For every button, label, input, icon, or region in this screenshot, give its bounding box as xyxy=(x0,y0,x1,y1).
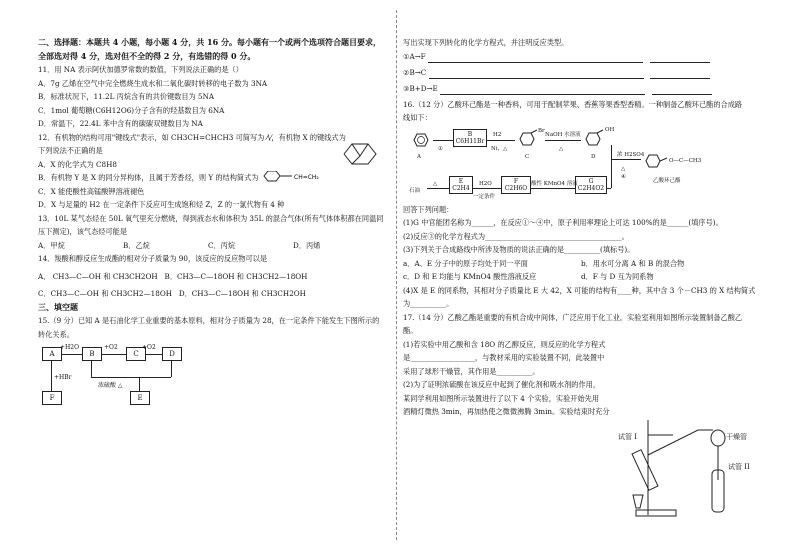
label-drying-tube: 干燥管 xyxy=(726,433,747,441)
label-br: Br xyxy=(538,127,545,134)
q13-stem: 13．10L 某气态烃在 50L 氧气里充分燃烧，得到液态水和体积为 35L 的混合气体(所有气体体积都在同温同 xyxy=(38,213,384,223)
box-g xyxy=(575,176,607,194)
label-o2-2: +O2 xyxy=(142,344,156,351)
q13-option-c: C．丙烷 xyxy=(208,240,236,250)
label-heat-2: △ xyxy=(621,165,626,172)
q13-option-b: B．乙烷 xyxy=(123,240,150,250)
q16-option-b: b．用水可分离 A 和 B 的混合物 xyxy=(581,258,685,268)
q16-part-4: (4)X 是 E 的同系物，其相对分子质量比 E 大 42，X 可能的结构有____种，其中含 3 个－CH3 的 X 结构简式 xyxy=(403,285,756,295)
q16-part-3-ab xyxy=(403,257,763,271)
answer-blank[interactable] xyxy=(429,78,644,79)
benzene-ring xyxy=(411,131,431,149)
styrene-structure xyxy=(258,171,328,183)
q14-row-ab xyxy=(38,270,388,284)
q17-part-1b: 是__________________，与教材采用的实验装置不同，此装置中 xyxy=(403,353,605,362)
label-c: C xyxy=(525,153,530,160)
label-conc: 浓 H2SO4 xyxy=(617,151,645,158)
q13-stem-2: 压下测定)，该气态烃可能是 xyxy=(38,227,128,236)
arrow-to-e xyxy=(139,377,140,391)
box-e-formula: C2H4 xyxy=(452,184,470,192)
cyclohexyl-acetate-ring xyxy=(643,151,669,171)
line-g-right xyxy=(607,188,611,189)
q16-stem: 16.（12 分）乙酸环己酯是一种香料，可用于配制苹果、香蕉等果香型香精。一种制备乙酸环己酯的合成路 xyxy=(403,99,743,109)
q11-option-c: C．1mol 葡萄糖(C6H12O6)分子含有的羟基数目为 6NA xyxy=(38,105,225,115)
label-kmno4: 酸性 KMnO4 溶液 xyxy=(531,180,578,187)
q16-part-4b: 为__________。 xyxy=(403,299,454,308)
q15-reaction-1-label: ①A→F xyxy=(403,51,426,61)
q17-part-2: (2)为了证明浓硫酸在该反应中起到了催化剂和吸水剂的作用， xyxy=(403,380,601,389)
line-d-down xyxy=(611,145,612,159)
step-1: ① xyxy=(438,145,443,152)
q15-reaction-1 xyxy=(403,50,763,66)
line-g-up xyxy=(611,159,612,188)
q11-stem: 11．用 NA 表示阿伏加德罗常数的数值，下列说法正确的是（） xyxy=(38,65,243,74)
node-a: A xyxy=(42,347,62,361)
line-d-down xyxy=(171,361,172,377)
label-tube-1: 试管 I xyxy=(618,433,637,441)
q11-option-a: A．7g 乙烯在空气中完全燃烧生成水和二氧化碳时转移的电子数为 3NA xyxy=(38,78,268,88)
arrow-a-f xyxy=(51,361,52,391)
left-column xyxy=(38,36,388,413)
box-g-formula: C2H4O2 xyxy=(577,184,605,192)
q16-option-c: c．D 和 E 均能与 KMnO4 酸性溶液反应 xyxy=(403,272,537,281)
label-h2o: H2O xyxy=(479,180,492,187)
box-g-label: G xyxy=(588,177,594,185)
answer-blank[interactable] xyxy=(650,78,710,79)
svg-text:CH=CH₂: CH=CH₂ xyxy=(294,174,319,181)
label-stone: 石油 xyxy=(409,187,421,194)
q12-option-b-text: B．有机物 Y 是 X 的同分异构体，且属于芳香烃，则 Y 的结构简式为 xyxy=(38,173,259,182)
column-divider xyxy=(396,10,397,540)
q13-option-a: A．甲烷 xyxy=(38,240,65,250)
answer-blank[interactable] xyxy=(652,94,712,95)
node-c: C xyxy=(126,347,146,361)
label-product: 乙酸环己酯 xyxy=(653,177,681,184)
q16-synthesis-route xyxy=(403,125,763,203)
box-b-label: B xyxy=(467,130,473,138)
q16-part-3-cd xyxy=(403,270,763,284)
label-cond: 一定条件 xyxy=(473,193,496,200)
q15-stem: 15.（9 分）已知 A 是石油化学工业重要的基本原料，相对分子质量为 28，在一定条件下能发生下图所示的 xyxy=(38,316,380,325)
label-o2-1: +O2 xyxy=(104,344,118,351)
label-h2: H2 xyxy=(493,131,502,138)
q12-stem: 12．有机物的结构可用"键线式"表示，如 CH3CH=CHCH3 可简写为 ⁄\⁄，有机物 X 的键线式为 xyxy=(38,132,346,142)
q16-part-1: (1)G 中官能团名称为______，在反应①～④中，原子利用率理论上可达 100%的是______(填序号)。 xyxy=(403,218,723,227)
q17-stem: 17.（14 分）乙酸乙酯是重要的有机合成中间体，广泛应用于化工业。实验室利用如图所示装置制备乙酸乙 xyxy=(403,312,743,322)
section2-heading: 二、选择题：本题共 4 小题，每小题 4 分，共 16 分。每小题有一个或两个选项符合题目要求， xyxy=(38,37,381,47)
label-tube-2: 试管 II xyxy=(728,463,750,471)
q16-answer-intro: 回答下列问题： xyxy=(403,204,454,214)
q16-part-2: (2)反应③的化学方程式为______________________________________。 xyxy=(403,231,629,241)
q15-conversion-diagram xyxy=(38,341,388,413)
answer-blank[interactable] xyxy=(428,62,643,63)
q14-option-b: B．CH3—C—18OH 和 CH3CH2—18OH xyxy=(164,271,308,281)
label-d: D xyxy=(591,153,596,160)
section3-heading: 三、填空题 xyxy=(38,301,78,312)
node-b: B xyxy=(82,347,102,361)
label-heat: △ xyxy=(559,145,564,152)
q14-option-a: A． xyxy=(38,271,51,281)
q15-reaction-2-label: ②B→C xyxy=(403,67,427,77)
q17-part-1c: 采用了球形干燥管，其作用是__________。 xyxy=(403,366,540,376)
q16-part-3: (3)下列关于合成路线中所涉及物质的说法正确的是__________(填标号)。 xyxy=(403,245,635,254)
box-b xyxy=(453,129,487,147)
box-f-label: F xyxy=(513,177,519,185)
label-h2o: +H2O xyxy=(60,344,79,351)
box-f xyxy=(501,176,531,194)
right-column xyxy=(403,36,763,419)
node-d: D xyxy=(162,347,182,361)
q15-instruction: 写出实现下列转化的化学方程式，并注明反应类型。 xyxy=(403,38,569,47)
q15-reaction-2 xyxy=(403,66,763,82)
q14-option-c: C．CH3—C—OH 和 CH3CH2—18OH xyxy=(38,289,172,298)
q12-option-c: C．X 能使酸性高锰酸钾溶液褪色 xyxy=(38,186,145,196)
box-b-formula: C6H11Br xyxy=(455,137,485,145)
q17-part-2b: 某同学利用如图所示装置进行了以下 4 个实验，实验开始先用 xyxy=(403,393,600,403)
q14-stem: 14．羧酸和醇反应生成酯的相对分子质量为 90，该反应的反应物可以是 xyxy=(38,254,268,263)
label-oh: OH xyxy=(605,126,615,133)
q16-option-d: d．F 与 D 互为同系物 xyxy=(581,272,654,281)
q11-option-d: D．常温下，22.4L 苯中含有的碳碳双键数目为 NA xyxy=(38,119,203,128)
q17-part-1: (1)若实验中用乙酸和含 18O 的乙醇反应，则反应的化学方程式 xyxy=(403,339,606,349)
label-naoh: NaOH 水溶液 xyxy=(545,131,581,138)
box-f-formula: C2H6O xyxy=(504,184,528,192)
q15-stem-2: 转化关系。 xyxy=(38,329,74,339)
q13-options xyxy=(38,239,388,253)
box-e-label: E xyxy=(458,177,464,185)
answer-blank[interactable] xyxy=(440,94,645,95)
q14-option-d: D．CH3—C—18OH 和 CH3CH2OH xyxy=(178,289,306,298)
label-acid: 浓硫酸 △ xyxy=(98,382,123,389)
node-e: E xyxy=(130,391,150,405)
q16-option-a: a．A、E 分子中的原子均处于同一平面 xyxy=(403,258,528,268)
node-f: F xyxy=(42,391,62,405)
line-b-down xyxy=(91,361,92,377)
answer-blank[interactable] xyxy=(650,62,710,63)
q17-stem-2: 酯。 xyxy=(403,326,418,335)
q11-option-b: B．标准状况下，11.2L 丙烷含有的共价键数目为 5NA xyxy=(38,92,215,101)
line-b-d-join xyxy=(91,377,171,378)
label-ester: O—C—CH3 xyxy=(669,157,702,164)
q14-row-cd xyxy=(38,287,388,301)
q12-option-a: A．X 的化学式为 C8H8 xyxy=(38,159,117,169)
q16-stem-2: 线如下： xyxy=(403,113,432,122)
label-hbr: +HBr xyxy=(54,374,72,381)
q13-option-d: D．丙烯 xyxy=(293,240,321,250)
q15-reaction-3 xyxy=(403,82,763,98)
step-4: ④ xyxy=(621,173,626,180)
q14-option-a-formula: CH3—C—OH 和 CH3CH2OH xyxy=(52,271,158,281)
arrow-1 xyxy=(433,140,453,141)
label-heat-3: △ xyxy=(433,180,438,187)
label-a: A xyxy=(417,153,421,160)
norbornadiene-structure xyxy=(340,138,380,168)
q12-prompt: 下列说法不正确的是 xyxy=(38,146,103,155)
esterification-apparatus xyxy=(618,410,758,520)
section2-heading-2: 全部选对得 4 分，选对但不全的得 2 分，有选错的得 0 分。 xyxy=(38,50,256,61)
arrow-stone-e xyxy=(427,188,449,189)
q17-part-2c: 酒精灯微热 3min，再加热使之微微沸腾 3min。实验结束时充分 xyxy=(403,407,610,416)
box-e xyxy=(449,176,473,194)
q15-reaction-3-label: ③B+D→E xyxy=(403,83,438,93)
label-ni: Ni，△ xyxy=(491,145,508,152)
q12-option-d: D．X 与足量的 H2 在一定条件下反应可生成饱和烃 Z，Z 的一氯代物有 4 种 xyxy=(38,200,285,209)
q12-option-b xyxy=(38,171,388,185)
